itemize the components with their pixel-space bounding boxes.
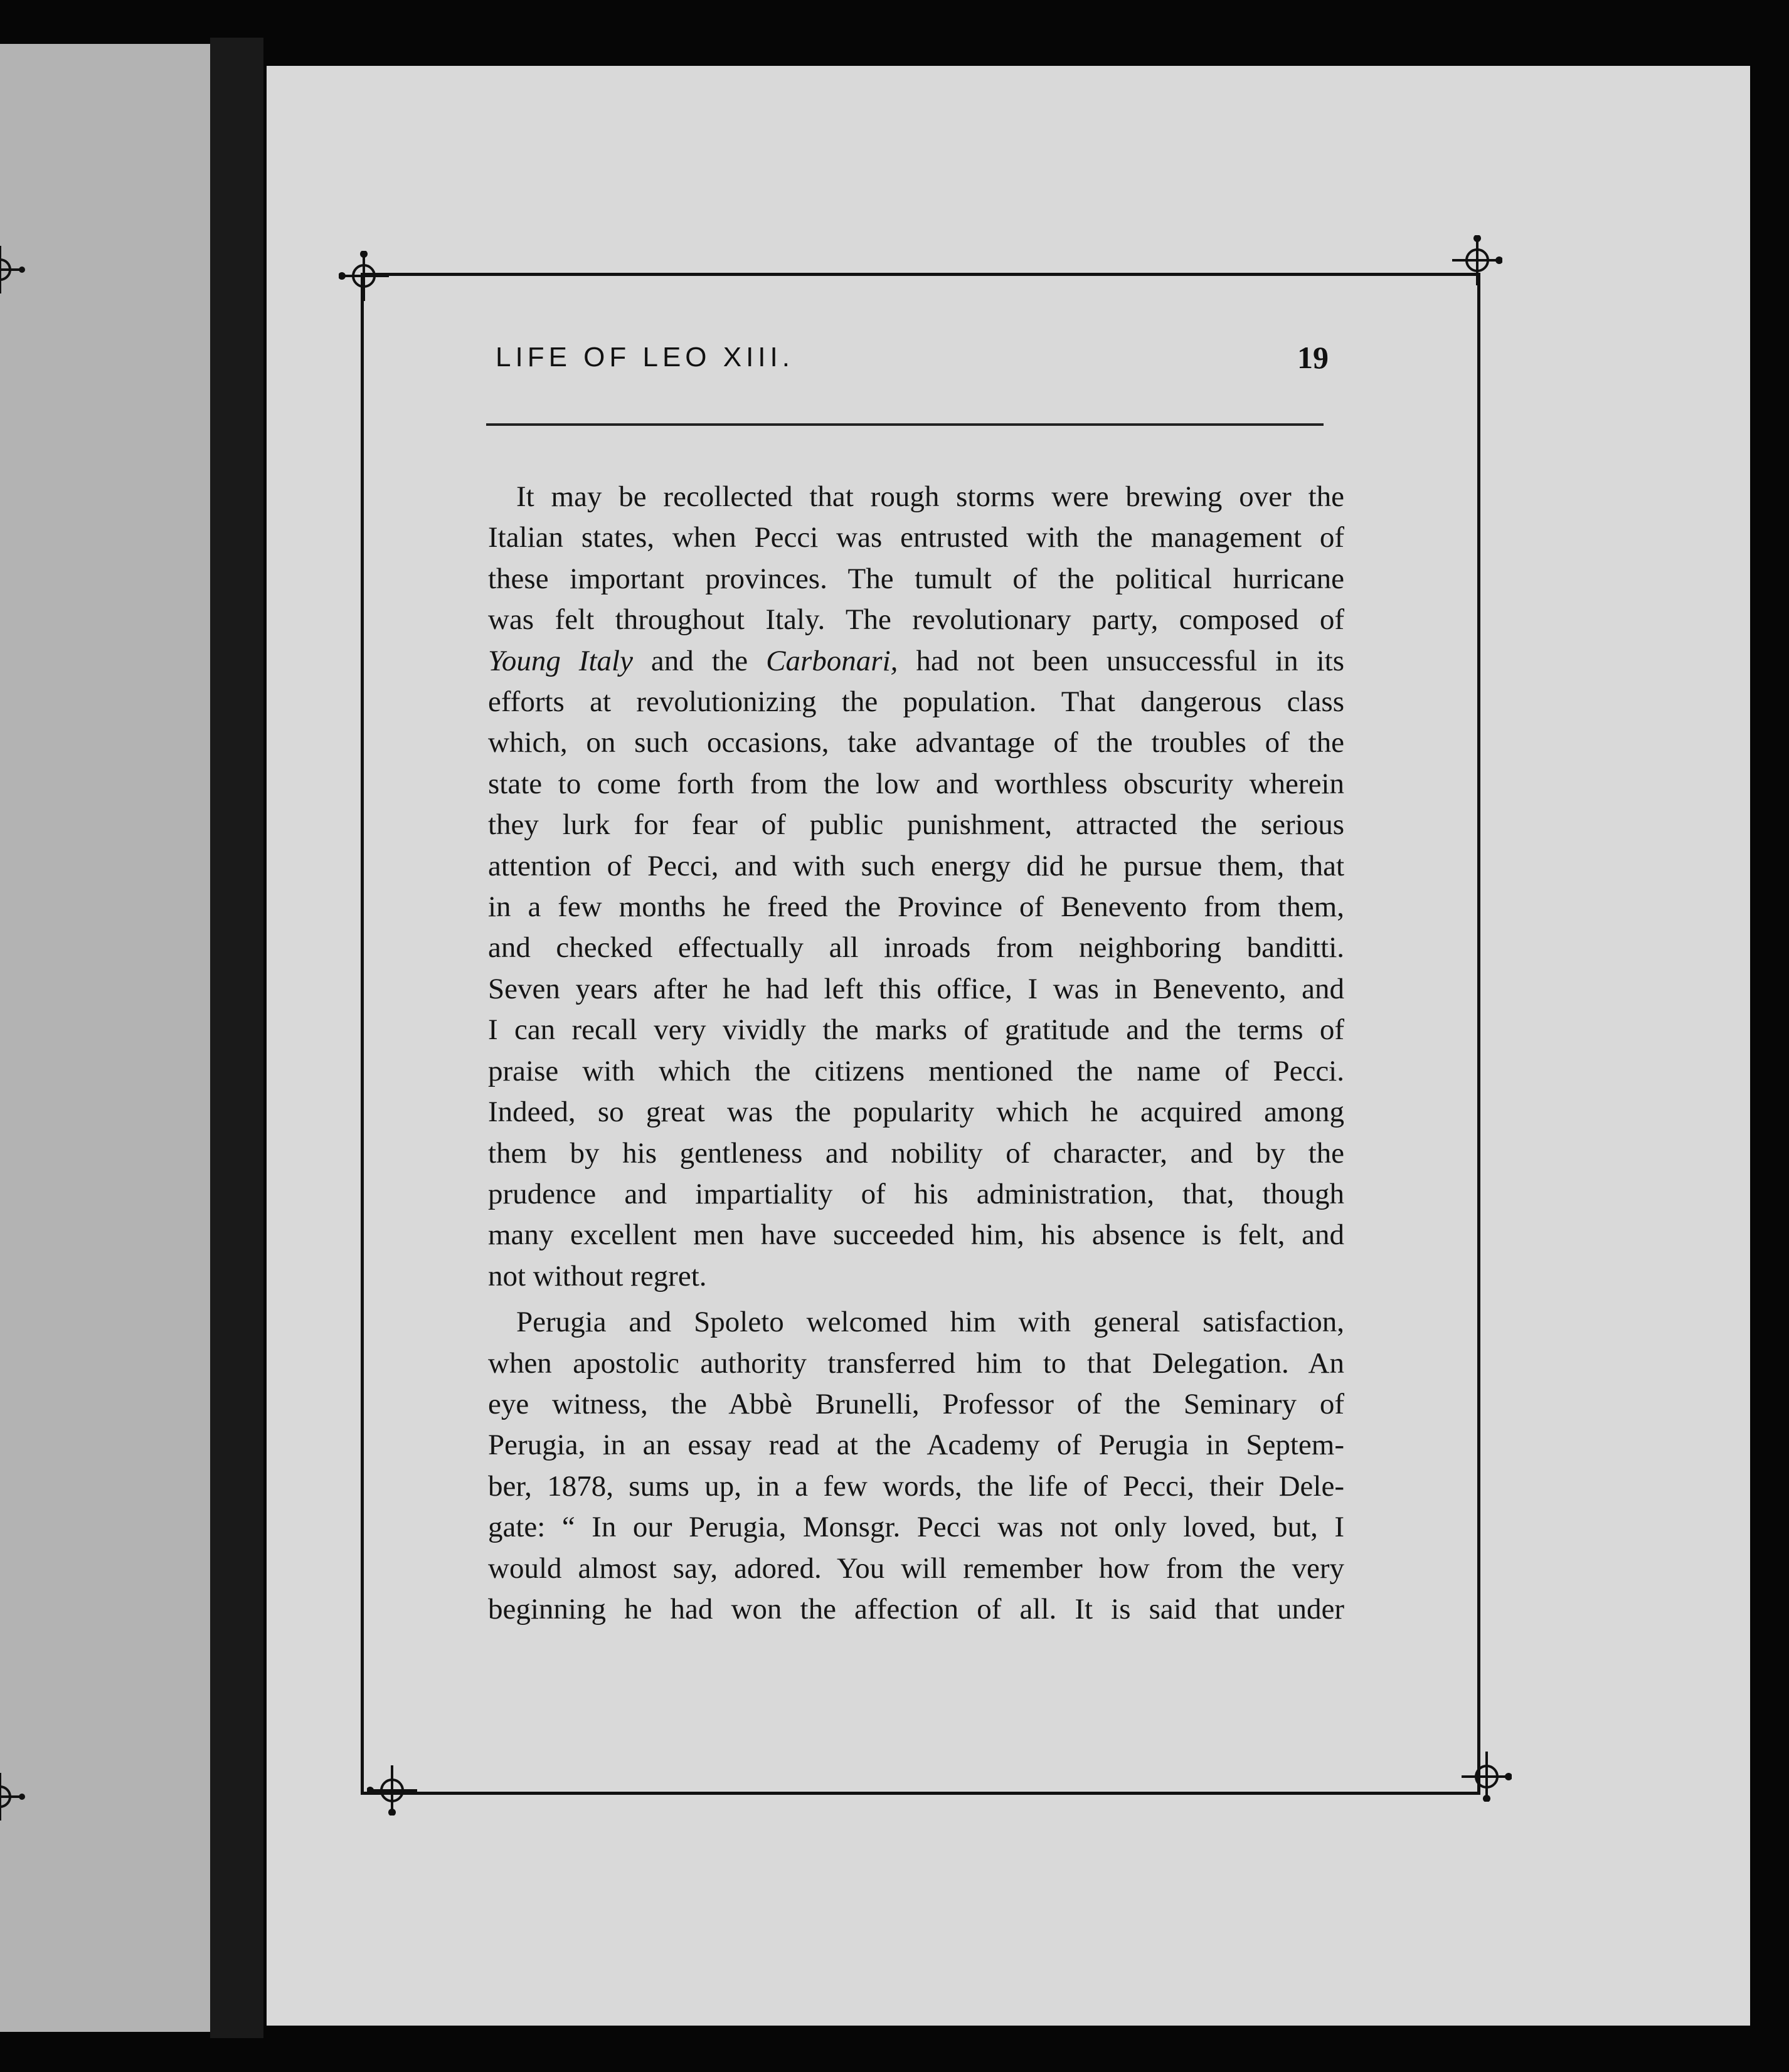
text-line: Italian states, when Pecci was entrusted with the management of xyxy=(488,521,1344,554)
text-line: prudence and impartiality of his administration, that, though xyxy=(488,1177,1344,1210)
text-fragment: and the xyxy=(632,644,767,677)
text-line: attention of Pecci, and with such energy did he pursue them, that xyxy=(488,849,1344,882)
text-line: praise with which the citizens mentioned the name of Pecci. xyxy=(488,1054,1344,1087)
header-rule xyxy=(486,423,1324,426)
text-line: these important provinces. The tumult of the political hurricane xyxy=(488,562,1344,595)
text-line: eye witness, the Abbè Brunelli, Professor of the Seminary of xyxy=(488,1387,1344,1420)
corner-ornament-top-left xyxy=(339,251,389,301)
text-line: Seven years after he had left this office, I was in Benevento, and xyxy=(488,972,1344,1005)
body-text xyxy=(488,477,1344,1630)
running-head xyxy=(496,340,1329,392)
text-line: state to come forth from the low and worthless obscurity wherein xyxy=(488,767,1344,800)
corner-ornament-bottom-left xyxy=(367,1765,417,1816)
book-gutter xyxy=(210,38,263,2038)
italic-term: Young Italy xyxy=(488,644,633,677)
text-line: Perugia and Spoleto welcomed him with general satisfaction, xyxy=(516,1306,1344,1339)
text-line: not without regret. xyxy=(488,1259,707,1292)
text-line: would almost say, adored. You will remember how from the very xyxy=(488,1551,1344,1585)
page-number: 19 xyxy=(1297,340,1329,375)
running-title: LIFE OF LEO XIII. xyxy=(496,342,794,373)
text-line: and checked effectually all inroads from neighboring banditti. xyxy=(488,931,1344,965)
text-fragment: had not been unsuccessful in its xyxy=(898,644,1345,677)
text-line-mixed xyxy=(488,641,1344,682)
previous-page-ornament-top xyxy=(0,245,25,295)
text-line: was felt throughout Italy. The revolutionary party, composed of xyxy=(488,603,1344,637)
text-line: I can recall very vividly the marks of gratitude and the terms of xyxy=(488,1013,1344,1047)
text-line: which, on such occasions, take advantage of the troubles of the xyxy=(488,726,1344,759)
text-line: Perugia, in an essay read at the Academy of Perugia in Septem- xyxy=(488,1429,1344,1462)
text-line: many excellent men have succeeded him, his absence is felt, and xyxy=(488,1218,1344,1252)
text-line: efforts at revolutionizing the population. That dangerous class xyxy=(488,685,1344,719)
corner-ornament-top-right xyxy=(1452,235,1502,285)
text-line: gate: “ In our Perugia, Monsgr. Pecci was not only loved, but, I xyxy=(488,1511,1344,1544)
text-line: beginning he had won the affection of all. It is said that under xyxy=(488,1592,1344,1625)
text-line: when apostolic authority transferred him to that Delegation. An xyxy=(488,1346,1344,1380)
italic-term: Carbonari, xyxy=(766,644,898,677)
previous-page-edge xyxy=(0,44,210,2032)
corner-ornament-bottom-right xyxy=(1462,1752,1512,1802)
text-line: ber, 1878, sums up, in a few words, the life of Pecci, their Dele- xyxy=(488,1469,1344,1503)
paragraph-2 xyxy=(488,1302,1344,1630)
text-line: It may be recollected that rough storms were brewing over the xyxy=(516,480,1344,513)
text-line: Indeed, so great was the popularity which he acquired among xyxy=(488,1096,1344,1129)
text-line: in a few months he freed the Province of Benevento from them, xyxy=(488,891,1344,924)
text-line: them by his gentleness and nobility of character, and by the xyxy=(488,1136,1344,1170)
paragraph-1 xyxy=(488,477,1344,1297)
text-line: they lurk for fear of public punishment, attracted the serious xyxy=(488,808,1344,842)
previous-page-ornament-bottom xyxy=(0,1772,25,1822)
